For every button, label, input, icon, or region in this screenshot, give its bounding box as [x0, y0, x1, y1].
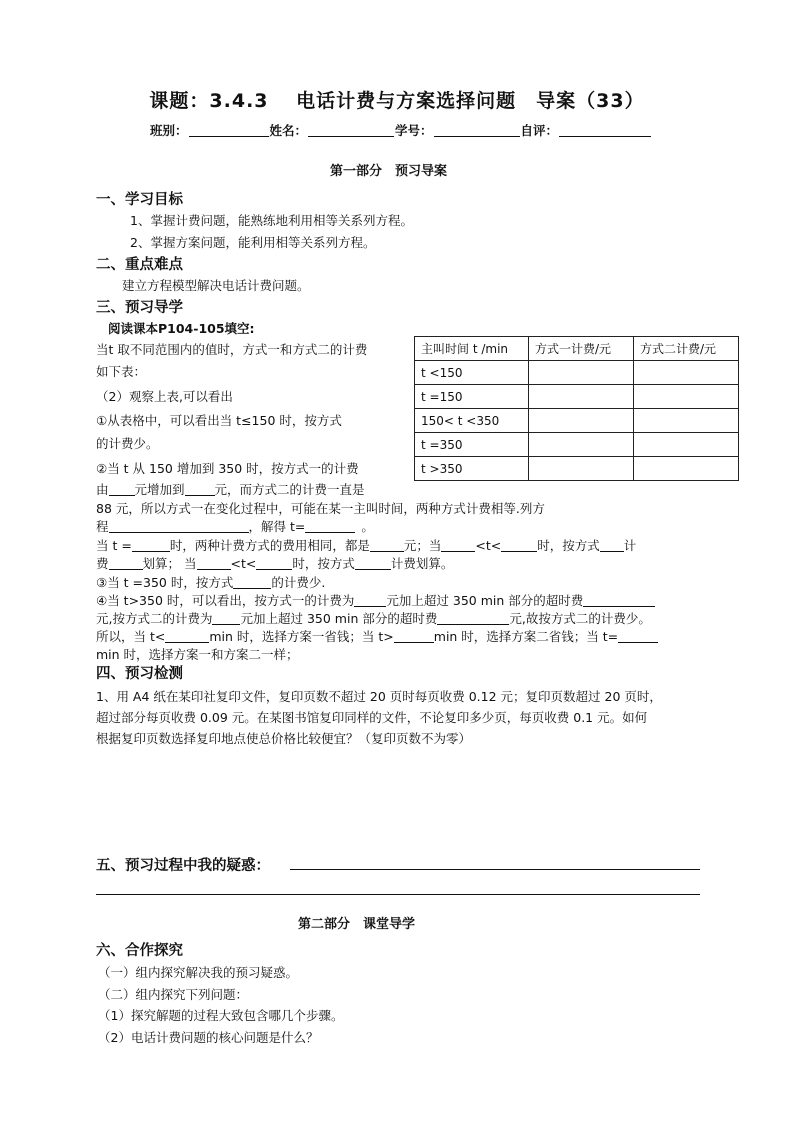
para-q3 [96, 573, 325, 591]
text-fragment: 。 [361, 519, 374, 534]
billing-table [414, 336, 739, 481]
para-q2-line5 [96, 536, 636, 554]
table-row [415, 457, 739, 481]
text-fragment: <t< [475, 538, 502, 553]
name-field[interactable] [308, 123, 394, 137]
table-cell-input[interactable] [634, 433, 739, 457]
para-q2-line4 [96, 517, 374, 535]
text-fragment: 计 [623, 538, 637, 553]
para-q2-line2 [96, 480, 365, 498]
table-cell-time: t =150 [415, 385, 529, 409]
eval-label: 自评： [520, 123, 559, 138]
text-fragment: 由 [96, 482, 109, 497]
text-fragment: 时，按方式 [292, 556, 355, 571]
para-observe: （2）观察上表,可以看出 [96, 389, 233, 404]
key-point-text: 建立方程模型解决电话计费问题。 [122, 278, 310, 293]
class-field[interactable] [189, 123, 269, 137]
blank-field[interactable] [132, 539, 170, 552]
reading-instruction: 阅读课本P104-105填空: [108, 321, 255, 336]
table-cell-input[interactable] [529, 409, 634, 433]
text-fragment: 程 [96, 519, 109, 534]
blank-field[interactable] [618, 630, 658, 643]
page-title: 课题：3.4.3 电话计费与方案选择问题 导案（33） [149, 90, 645, 112]
blank-field[interactable] [165, 630, 209, 643]
para-conclusion-2: min 时，选择方案一和方案二一样； [96, 647, 299, 662]
blank-field[interactable] [583, 594, 655, 607]
doubts-answer-line-2[interactable] [96, 894, 700, 895]
text-fragment: <t< [230, 556, 257, 571]
blank-field[interactable] [109, 483, 135, 496]
table-header-cell: 主叫时间 t /min [415, 337, 529, 361]
question-1-line1: 1、用 A4 纸在某印社复印文件，复印页数不超过 20 页时每页收费 0.12 元；复印页数超过 20 页时， [96, 689, 662, 704]
text-fragment: 费 [96, 556, 109, 571]
text-fragment: 元,故按方式二的计费少。 [509, 611, 651, 626]
para-q1-line1: ①从表格中，可以看出当 t≤150 时，按方式 [96, 413, 342, 428]
text-fragment: 当 t = [96, 538, 132, 553]
text-fragment: 元加上超过 350 min 部分的超时费 [240, 611, 438, 626]
equation-blank[interactable] [109, 520, 249, 533]
goal-item-2: 2、掌握方案问题，能利用相等关系列方程。 [130, 235, 376, 250]
part1-title: 第一部分 预习导案 [330, 164, 448, 179]
para-q4-line2 [96, 609, 651, 627]
section5-heading: 五、预习过程中我的疑惑： [96, 858, 270, 874]
blank-field[interactable] [437, 612, 509, 625]
student-info-row [150, 121, 652, 139]
table-cell-time: 150< t <350 [415, 409, 529, 433]
explore-item-1: （一）组内探究解决我的预习疑惑。 [98, 965, 299, 980]
text-fragment: 元,按方式二的计费为 [96, 611, 213, 626]
solution-blank[interactable] [305, 520, 355, 533]
table-row [415, 361, 739, 385]
text-fragment: min 时，选择方案一省钱；当 t> [209, 629, 394, 644]
text-fragment: ，解得 t= [248, 519, 306, 534]
table-cell-time: t <150 [415, 361, 529, 385]
blank-field[interactable] [185, 483, 215, 496]
question-1-line3: 根据复印页数选择复印地点使总价格比较便宜？（复印页数不为零） [96, 731, 472, 746]
text-fragment: 划算； 当 [142, 556, 197, 571]
table-cell-input[interactable] [529, 385, 634, 409]
blank-field[interactable] [441, 539, 475, 552]
blank-field[interactable] [600, 539, 624, 552]
para-intro-2: 如下表： [96, 364, 147, 379]
table-cell-time: t >350 [415, 457, 529, 481]
table-header-cell: 方式二计费/元 [634, 337, 739, 361]
para-conclusion-1 [96, 627, 658, 645]
para-q2-line6 [96, 554, 453, 572]
blank-field[interactable] [394, 630, 434, 643]
blank-field[interactable] [370, 539, 404, 552]
table-header-cell: 方式一计费/元 [529, 337, 634, 361]
para-q4-line1 [96, 591, 655, 609]
goal-item-1: 1、掌握计费问题，能熟练地利用相等关系列方程。 [130, 213, 413, 228]
blank-field[interactable] [197, 557, 231, 570]
student-id-field[interactable] [434, 123, 520, 137]
id-label: 学号： [395, 123, 433, 138]
para-q2-line1: ②当 t 从 150 增加到 350 时，按方式一的计费 [96, 461, 359, 476]
table-header-row [415, 337, 739, 361]
text-fragment: ③当 t =350 时，按方式 [96, 575, 234, 590]
para-intro-1: 当t 取不同范围内的值时，方式一和方式二的计费 [96, 342, 368, 357]
table-cell-input[interactable] [529, 433, 634, 457]
text-fragment: 元增加到 [134, 482, 185, 497]
section1-heading: 一、学习目标 [96, 192, 183, 208]
table-cell-input[interactable] [634, 385, 739, 409]
section2-heading: 二、重点难点 [96, 257, 183, 273]
explore-item-2: （二）组内探究下列问题： [98, 987, 249, 1002]
section4-heading: 四、预习检测 [96, 666, 183, 682]
explore-item-3: （1）探究解题的过程大致包含哪几个步骤。 [98, 1008, 344, 1023]
doubts-answer-line[interactable] [290, 869, 700, 870]
text-fragment: 元；当 [403, 538, 442, 553]
text-fragment: 元，而方式二的计费一直是 [214, 482, 365, 497]
para-q1-line2: 的计费少。 [96, 436, 159, 451]
table-cell-time: t =350 [415, 433, 529, 457]
table-row [415, 433, 739, 457]
text-fragment: min 时，选择方案二省钱；当 t= [433, 629, 619, 644]
text-fragment: 元加上超过 350 min 部分的超时费 [386, 593, 584, 608]
name-label: 姓名： [269, 123, 308, 138]
class-label: 班别： [150, 123, 188, 138]
blank-field[interactable] [354, 594, 386, 607]
text-fragment: 的计费少. [271, 575, 326, 590]
blank-field[interactable] [109, 557, 143, 570]
table-cell-input[interactable] [634, 409, 739, 433]
para-q2-line3: 88 元，所以方式一在变化过程中，可能在某一主叫时间，两种方式计费相等.列方 [96, 501, 545, 516]
blank-field[interactable] [212, 612, 240, 625]
text-fragment: 所以，当 t< [96, 629, 166, 644]
text-fragment: 时，按方式 [537, 538, 600, 553]
table-cell-input[interactable] [634, 361, 739, 385]
blank-field[interactable] [256, 557, 292, 570]
table-row [415, 409, 739, 433]
table-cell-input[interactable] [634, 457, 739, 481]
blank-field[interactable] [233, 576, 271, 589]
self-eval-field[interactable] [559, 123, 651, 137]
table-cell-input[interactable] [529, 361, 634, 385]
section6-heading: 六、合作探究 [96, 943, 183, 959]
table-cell-input[interactable] [529, 457, 634, 481]
text-fragment: 计费划算。 [390, 556, 454, 571]
section3-heading: 三、预习导学 [96, 300, 183, 316]
text-fragment: ④当 t>350 时，可以看出，按方式一的计费为 [96, 593, 355, 608]
part2-title: 第二部分 课堂导学 [298, 917, 416, 932]
blank-field[interactable] [355, 557, 391, 570]
explore-item-4: （2）电话计费问题的核心问题是什么？ [98, 1030, 319, 1045]
table-row [415, 385, 739, 409]
question-1-line2: 超过部分每页收费 0.09 元。在某图书馆复印同样的文件，不论复印多少页，每页收费 0.1 元。如何 [96, 710, 648, 725]
text-fragment: 时，两种计费方式的费用相同，都是 [169, 538, 370, 553]
blank-field[interactable] [501, 539, 537, 552]
